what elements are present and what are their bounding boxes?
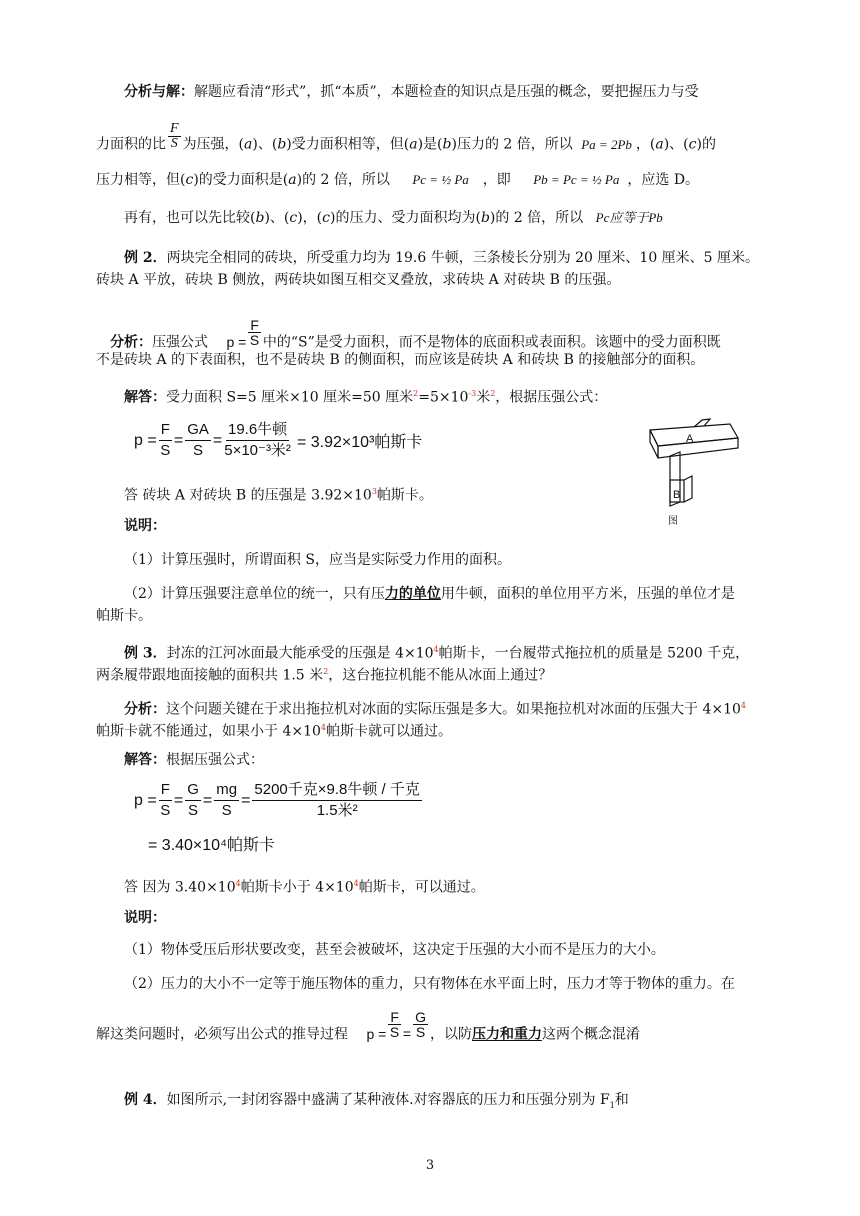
example-3-label: 例 3．: [124, 645, 167, 662]
example-3-answer: 答 因为 $3.40\times 10^4$帕斯卡小于 $4\times 10^4$帕斯卡，可以通过。: [124, 879, 485, 896]
f-over-s-fraction: $\frac{F}{S}$: [170, 121, 179, 151]
figure-caption: 图: [668, 516, 678, 527]
analysis-line-3: 压力相等，但(c)的受力面积是(a)的 2 倍，所以 Pc = ½ Pa ，即 Pb = Pc = ½ Pa ，应选 D。: [96, 172, 700, 188]
analysis-line-4: 再有，也可以先比较(b)、(c)，(c)的压力、受力面积均为(b)的 2 倍，所以 Pc应等于Pb: [124, 210, 663, 226]
example-2-analysis-line-1: 分析：压强公式 p = $\frac{F}{S}$ 中的“S”是受力面积，而不是物体的底面积或表面积。该题中的受力面积既: [110, 317, 721, 351]
example-4-line-1: 例 4．如图所示,一封闭容器中盛满了某种液体.对容器底的压力和压强分别为 $F_1$和: [124, 1092, 629, 1110]
example-2-note-1: （1）计算压强时，所谓面积 S，应当是实际受力作用的面积。: [124, 552, 511, 568]
example-3-note-3: 解这类问题时，必须写出公式的推导过程 p = $\frac{F}{S}$ = $\frac{G}{S}$ ，以防压力和重力这两个概念混淆: [96, 1009, 640, 1043]
example-3-line-1: 例 3．封冻的江河冰面最大能承受的压强是 $4\times 10^4$帕斯卡，一台履带式拖拉机的质量是 5200 千克，: [124, 645, 750, 662]
example-2-note-label: 说明：: [124, 518, 166, 534]
formula-pb-pc-half-pa: Pb = Pc = ½ Pa: [533, 172, 620, 187]
formula-pc-half-pa: Pc = ½ Pa: [412, 172, 469, 187]
example-2-line-2: 砖块 A 平放，砖块 B 侧放，两砖块如图互相交叉叠放，求砖块 A 对砖块 B 的压强。: [96, 272, 621, 288]
formula-pc-equals-pb: Pc应等于Pb: [595, 210, 663, 225]
brick-b-label: B: [673, 489, 681, 501]
solution-label: 解答：: [124, 389, 166, 406]
analysis-label: 分析与解：: [124, 84, 194, 100]
page-number: 3: [425, 1158, 435, 1173]
example-3-solution-line: 解答：根据压强公式：: [124, 752, 264, 768]
example-4-label: 例 4．: [124, 1092, 167, 1108]
underlined-unit-term: 力的单位: [384, 586, 441, 602]
example-3-analysis-line-1: 分析：这个问题关键在于求出拖拉机对冰面的实际压强是多大。如果拖拉机对冰面的压强大于 $4\times 10^4$: [124, 701, 746, 718]
pressure-formula-fraction: $\frac{F}{S}$: [249, 317, 260, 348]
example-3-equation-line-2: = 3.40×10⁴帕斯卡: [148, 837, 275, 854]
example-3-equation-line-1: p = $\frac{F}{S}$ = $\frac{G}{S}$ = $\frac{mg}{S}$ = $\frac{\text{5200千克×9.8牛顿 / 千克}}{\text{1.5米²}}$: [134, 781, 420, 819]
underlined-pressure-gravity-term: 压力和重力: [471, 1026, 542, 1043]
example-2-answer: 答 砖块 A 对砖块 B 的压强是 $3.92\times 10^3$帕斯卡。: [124, 487, 433, 504]
formula-pa-2pb: Pa = 2Pb: [581, 136, 632, 152]
example-2-note-2: （2）计算压强要注意单位的统一，只有压力的单位用牛顿，面积的单位用平方米，压强的单位才是: [124, 586, 735, 602]
example-2-label: 例 2．: [124, 250, 167, 266]
brick-a-label: A: [686, 433, 694, 445]
example-2-solution-line: 解答：受力面积 S=5 厘米×10 厘米=50 厘米$^2=5\times 10^{-3}$米$^2$，根据压强公式：: [124, 389, 608, 406]
example-3-line-2: 两条履带跟地面接触的面积共 1.5 米$^2$，这台拖拉机能不能从冰面上通过？: [96, 667, 553, 684]
analysis-line-2: 力面积的比 $\frac{F}{S}$ 为压强，(a)、(b)受力面积相等，但(a)是(b)压力的 2 倍，所以 Pa = 2Pb ，(a)、(c)的: [96, 121, 716, 153]
example-3-note-label: 说明：: [124, 910, 166, 926]
analysis-line-1: 分析与解：解题应看清“形式”，抓“本质”，本题检查的知识点是压强的概念，要把握压力与受: [124, 84, 699, 100]
example-3-note-1: （1）物体受压后形状要改变，甚至会被破坏，这决定于压强的大小而不是压力的大小。: [124, 942, 665, 958]
analysis-label: 分析：: [110, 334, 152, 351]
example-2-equation: p = $\frac{F}{S}$ = $\frac{GA}{S}$ = $\frac{\text{19.6牛顿}}{\text{5×10⁻³米²}}$ = 3.92×10³帕斯卡: [134, 421, 423, 459]
example-2-analysis-line-2: 不是砖块 A 的下表面积，也不是砖块 B 的侧面积，而应该是砖块 A 和砖块 B 的接触部分的面积。: [96, 352, 705, 368]
brick-figure: [630, 416, 750, 528]
example-3-note-2: （2）压力的大小不一定等于施压物体的重力，只有物体在水平面上时，压力才等于物体的重力。在: [124, 976, 735, 992]
example-3-analysis-line-2: 帕斯卡就不能通过，如果小于 $4\times 10^4$帕斯卡就可以通过。: [96, 723, 452, 740]
example-2-line-1: 例 2．两块完全相同的砖块，所受重力均为 19.6 牛顿，三条棱长分别为 20 厘米、10 厘米、5 厘米。: [124, 250, 760, 266]
example-2-note-2-cont: 帕斯卡。: [96, 608, 152, 624]
